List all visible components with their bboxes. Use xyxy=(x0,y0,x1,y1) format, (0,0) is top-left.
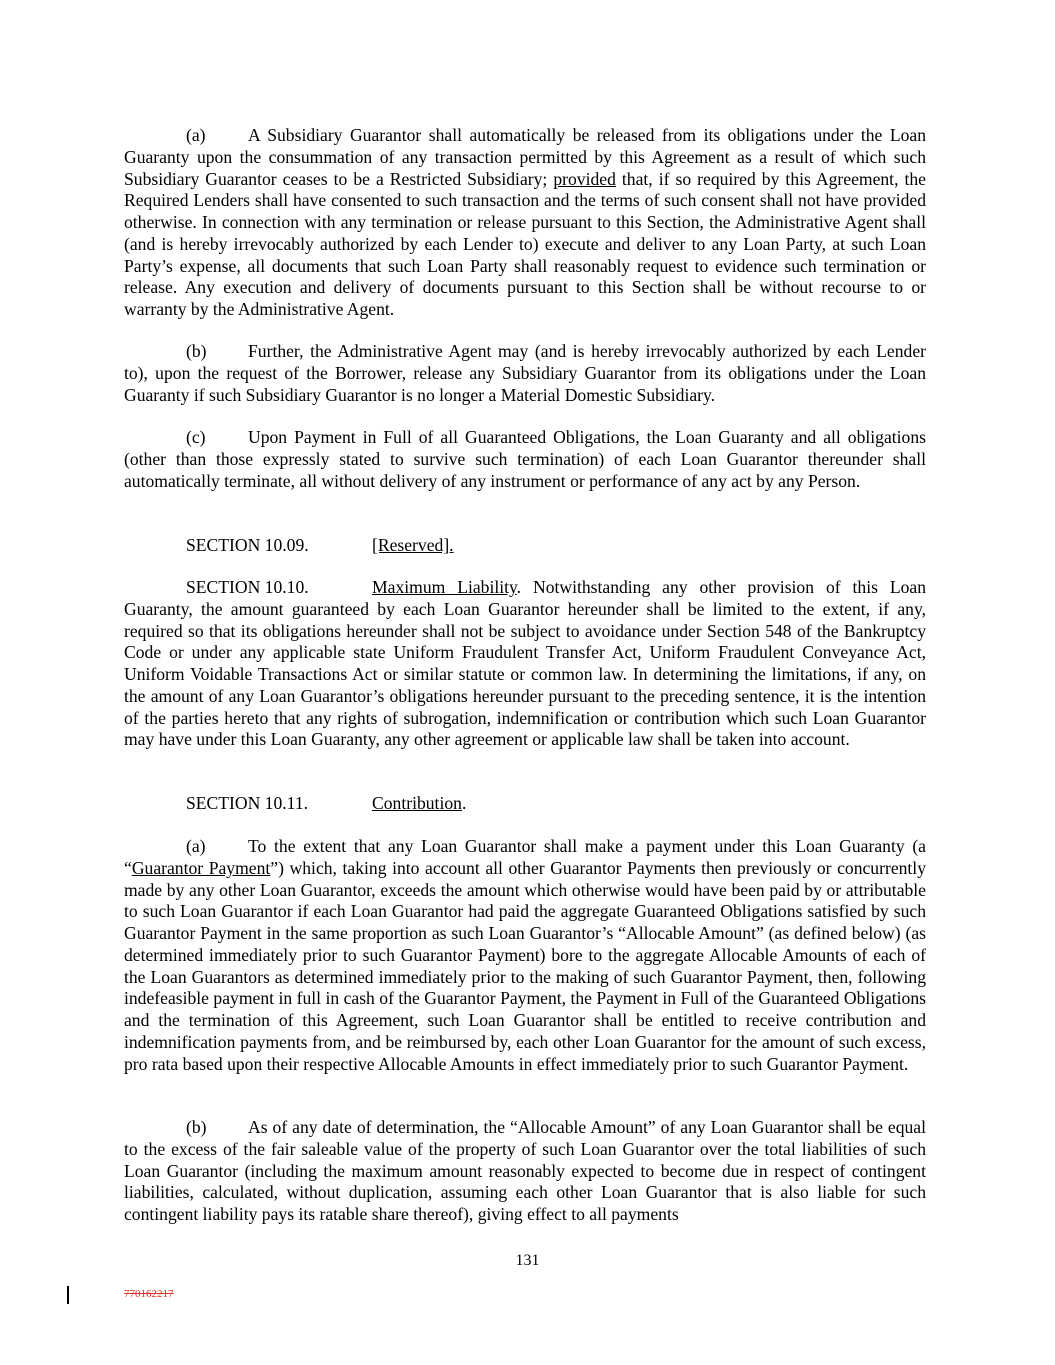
defined-term-guarantor-payment: Guarantor Payment xyxy=(131,857,271,878)
clause-label: (b) xyxy=(186,1117,207,1137)
section-number: SECTION 10.09. xyxy=(186,535,309,555)
section-number: SECTION 10.11. xyxy=(186,793,309,813)
defined-term-provided: provided xyxy=(553,168,616,189)
section-title: Maximum Liability xyxy=(372,577,517,597)
page-number: 131 xyxy=(515,1252,540,1269)
clause-label: (a) xyxy=(186,125,206,145)
section-10-11-heading: SECTION 10.11. Contribution. xyxy=(186,793,467,813)
document-id: 770162217 xyxy=(124,1288,174,1300)
section-number: SECTION 10.10. xyxy=(186,577,309,597)
section-title: [Reserved]. xyxy=(372,535,454,555)
paragraph-release-a: (a) A Subsidiary Guarantor shall automatically be released from its obligations under the Loan Guaranty upon the consummation of any transaction permitted by this Agreement as a result of which such Subsidiary Guarantor ceases to be a Restricted Subsidiary; provided that, if so required by this Agreement, the Required Lenders shall have consented to such transaction and the terms of such consent shall not have provided otherwise. In connection with any termination or release pursuant to this Section, the Administrative Agent shall (and is hereby irrevocably authorized by each Lender to) execute and deliver to any Loan Party, at such Loan Party’s expense, all documents that such Loan Party shall reasonably request to evidence such termination or release. Any execution and delivery of documents pursuant to this Section shall be without recourse to or warranty by the Administrative Agent. xyxy=(124,125,926,319)
clause-label: (b) xyxy=(186,341,207,361)
section-10-10-paragraph: SECTION 10.10. Maximum Liability. Notwithstanding any other provision of this Loan Guaranty, the amount guaranteed by each Loan Guarantor hereunder shall be limited to the extent, if any, required so that its obligations hereunder shall not be subject to avoidance under Section 548 of the Bankruptcy Code or under any applicable state Uniform Fraudulent Transfer Act, Uniform Fraudulent Conveyance Act, Uniform Voidable Transactions Act or similar statute or common law. In determining the limitations, if any, on the amount of any Loan Guarantor’s obligations hereunder pursuant to the preceding sentence, it is the intention of the parties hereto that any rights of subrogation, indemnification or contribution which such Loan Guarantor may have under this Loan Guaranty, any other agreement or applicable law shall be taken into account. xyxy=(124,577,926,750)
section-10-09-heading xyxy=(124,535,926,557)
paragraph-contribution-a: (a) To the extent that any Loan Guarantor shall make a payment under this Loan Guaranty (a “Guarantor Payment”) which, taking into account all other Guarantor Payments then previously or concurrently made by any other Loan Guarantor, exceeds the amount which otherwise would have been paid by or attributable to such Loan Guarantor if each Loan Guarantor had paid the aggregate Guaranteed Obligations satisfied by such Guarantor Payment in the same proportion as such Loan Guarantor’s “Allocable Amount” (as defined below) (as determined immediately prior to such Guarantor Payment) bore to the aggregate Allocable Amounts of each of the Loan Guarantors as determined immediately prior to the making of such Guarantor Payment, then, following indefeasible payment in full in cash of the Guarantor Payment, the Payment in Full of the Guaranteed Obligations and the termination of this Agreement, such Loan Guarantor shall be entitled to receive contribution and indemnification payments from, and be reimbursed by, each other Loan Guarantor for the amount of such excess, pro rata based upon their respective Allocable Amounts in effect immediately prior to such Guarantor Payment. xyxy=(124,836,926,1074)
clause-label: (a) xyxy=(186,836,206,856)
paragraph-release-b: (b) Further, the Administrative Agent may (and is hereby irrevocably authorized by each Lender to), upon the request of the Borrower, release any Subsidiary Guarantor from its obligations under the Loan Guaranty if such Subsidiary Guarantor is no longer a Material Domestic Subsidiary. xyxy=(124,341,926,405)
clause-label: (c) xyxy=(186,427,206,447)
change-bar xyxy=(67,1286,69,1304)
paragraph-contribution-b: (b) As of any date of determination, the “Allocable Amount” of any Loan Guarantor shall be equal to the excess of the fair saleable value of the property of such Loan Guarantor over the total liabilities of such Loan Guarantor (including the maximum amount reasonably expected to become due in respect of contingent liabilities, calculated, without duplication, assuming each other Loan Guarantor that is also liable for such contingent liability pays its ratable share thereof), giving effect to all payments xyxy=(124,1117,926,1224)
paragraph-release-c: (c) Upon Payment in Full of all Guaranteed Obligations, the Loan Guaranty and all obligations (other than those expressly stated to survive such termination) of each Loan Guarantor thereunder shall automatically terminate, all without delivery of any instrument or performance of any act by any Person. xyxy=(124,427,926,491)
section-title: Contribution xyxy=(372,793,462,813)
